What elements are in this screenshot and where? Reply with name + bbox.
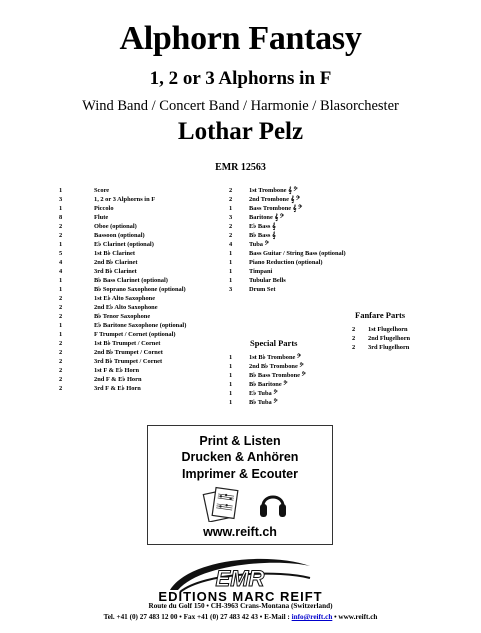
part-row: [59, 240, 186, 249]
part-quantity: 4: [59, 259, 63, 266]
part-quantity: 2: [59, 304, 63, 311]
part-row: [229, 195, 346, 204]
part-name: 2nd F & E♭ Horn: [94, 376, 142, 383]
part-row: [59, 375, 186, 384]
fanfare-parts-heading: Fanfare Parts: [355, 310, 406, 320]
promo-line-imprimer: Imprimer & Ecouter: [181, 467, 298, 481]
part-name: E♭ Bass 𝄞: [249, 223, 276, 230]
part-name: 2nd E♭ Alto Saxophone: [94, 304, 158, 311]
part-name: 1st E♭ Alto Saxophone: [94, 295, 156, 302]
part-name: 1, 2 or 3 Alphorns in F: [94, 196, 156, 203]
part-name: B♭ Tenor Saxophone: [94, 313, 151, 320]
part-row: [352, 334, 410, 343]
sheet-music-icon: [200, 486, 240, 522]
part-name: 3rd F & E♭ Horn: [94, 385, 141, 392]
part-name: 3rd B♭ Trumpet / Cornet: [94, 358, 163, 365]
publisher-address: Route du Golf 150 • CH-3963 Crans-Montana (Switzerland): [148, 602, 333, 610]
fanfare-parts-list: [352, 325, 410, 352]
part-row: [59, 303, 186, 312]
part-name: 3rd Flugelhorn: [368, 344, 410, 351]
special-parts-heading: Special Parts: [250, 338, 298, 348]
promo-url[interactable]: www.reift.ch: [203, 525, 277, 539]
part-row: [229, 276, 346, 285]
part-name: Timpani: [249, 268, 273, 275]
promo-line-drucken: Drucken & Anhören: [181, 450, 299, 464]
part-row: [59, 186, 186, 195]
publisher-contact: [0, 613, 481, 621]
part-name: 1st Flugelhorn: [368, 326, 408, 333]
part-row: [59, 222, 186, 231]
part-name: 1st F & E♭ Horn: [94, 367, 140, 374]
part-name: B♭ Baritone 𝄢: [249, 381, 288, 388]
part-quantity: 2: [59, 349, 63, 356]
part-row: [59, 348, 186, 357]
part-name: E♭ Tuba 𝄢: [249, 390, 278, 397]
promo-line-print-listen: Print & Listen: [199, 434, 281, 448]
part-name: 1st B♭ Trombone 𝄢: [249, 354, 302, 361]
score-title: Alphorn Fantasy: [119, 20, 362, 57]
part-name: Piccolo: [94, 205, 114, 212]
part-row: [59, 312, 186, 321]
part-name: E♭ Clarinet (optional): [94, 241, 154, 248]
part-row: [229, 213, 346, 222]
part-quantity: 4: [229, 241, 233, 248]
part-quantity: 2: [59, 313, 63, 320]
part-quantity: 1: [229, 399, 233, 406]
part-row: [59, 294, 186, 303]
part-quantity: 1: [229, 205, 233, 212]
parts-list-left: [59, 186, 186, 393]
part-row: [59, 339, 186, 348]
part-quantity: 1: [229, 250, 233, 257]
publisher-name: EDITIONS MARC REIFT: [158, 589, 323, 604]
catalog-number: EMR 12563: [215, 162, 266, 173]
part-name: Piano Reduction (optional): [249, 259, 323, 266]
part-row: [229, 398, 306, 407]
part-quantity: 2: [59, 385, 63, 392]
part-row: [59, 321, 186, 330]
part-row: [229, 362, 306, 371]
contact-email-link[interactable]: info@reift.ch: [291, 613, 333, 621]
part-quantity: 1: [59, 277, 63, 284]
composer-name: Lothar Pelz: [177, 118, 304, 145]
part-name: 1st B♭ Clarinet: [94, 250, 135, 257]
part-name: 2nd B♭ Clarinet: [94, 259, 138, 266]
headphones-icon: [258, 488, 288, 520]
special-parts-list: [229, 353, 306, 407]
part-row: [59, 204, 186, 213]
part-name: Flute: [94, 214, 109, 221]
part-quantity: 2: [229, 223, 233, 230]
part-name: B♭ Soprano Saxophone (optional): [94, 286, 186, 293]
part-quantity: 2: [59, 367, 63, 374]
part-name: Baritone 𝄞 𝄢: [249, 214, 284, 221]
part-quantity: 2: [59, 340, 63, 347]
part-quantity: 1: [59, 331, 63, 338]
part-row: [59, 330, 186, 339]
part-quantity: 2: [229, 196, 233, 203]
part-quantity: 1: [59, 286, 63, 293]
part-quantity: 1: [229, 259, 233, 266]
part-name: B♭ Tuba 𝄢: [249, 399, 278, 406]
print-listen-box[interactable]: [147, 425, 333, 545]
part-row: [352, 343, 410, 352]
logo-letters: EMR: [215, 566, 265, 591]
part-quantity: 1: [229, 390, 233, 397]
part-row: [229, 249, 346, 258]
part-row: [59, 384, 186, 393]
part-name: E♭ Baritone Saxophone (optional): [94, 322, 187, 329]
part-row: [59, 213, 186, 222]
part-row: [59, 366, 186, 375]
part-quantity: 2: [59, 358, 63, 365]
part-row: [229, 371, 306, 380]
part-row: [59, 231, 186, 240]
part-name: B♭ Bass 𝄞: [249, 232, 276, 239]
part-row: [229, 186, 346, 195]
contact-website: • www.reift.ch: [332, 613, 378, 621]
part-row: [229, 240, 346, 249]
part-quantity: 1: [59, 187, 63, 194]
part-quantity: 3: [229, 286, 233, 293]
part-name: 2nd B♭ Trumpet / Cornet: [94, 349, 163, 356]
part-name: Tubular Bells: [249, 277, 286, 284]
part-quantity: 2: [59, 376, 63, 383]
part-quantity: 1: [59, 322, 63, 329]
part-row: [59, 258, 186, 267]
part-row: [59, 276, 186, 285]
part-quantity: 1: [229, 268, 233, 275]
part-name: 1st B♭ Trumpet / Cornet: [94, 340, 161, 347]
part-name: Score: [94, 187, 110, 194]
part-row: [59, 195, 186, 204]
part-row: [59, 267, 186, 276]
part-row: [229, 231, 346, 240]
part-quantity: 1: [59, 205, 63, 212]
part-name: F Trumpet / Cornet (optional): [94, 331, 176, 338]
part-quantity: 2: [229, 187, 233, 194]
part-row: [59, 285, 186, 294]
parts-list-middle: [229, 186, 346, 294]
part-name: Bass Guitar / String Bass (optional): [249, 250, 346, 257]
part-quantity: 4: [59, 268, 63, 275]
part-quantity: 1: [229, 372, 233, 379]
part-quantity: 2: [59, 295, 63, 302]
part-name: Bass Trombone 𝄞 𝄢: [249, 205, 303, 212]
part-quantity: 2: [229, 232, 233, 239]
part-quantity: 1: [229, 354, 233, 361]
part-name: B♭ Bass Trombone 𝄢: [249, 372, 306, 379]
part-name: Oboe (optional): [94, 223, 137, 230]
part-name: 2nd Trombone 𝄞 𝄢: [249, 196, 301, 203]
part-row: [229, 204, 346, 213]
part-name: Bassoon (optional): [94, 232, 145, 239]
part-row: [229, 258, 346, 267]
contact-phone-fax: Tel. +41 (0) 27 483 12 00 • Fax +41 (0) 27 483 42 43 • E-Mail :: [103, 613, 292, 621]
part-quantity: 2: [352, 344, 356, 351]
part-quantity: 2: [59, 223, 63, 230]
part-quantity: 2: [59, 232, 63, 239]
part-name: 2nd Flugelhorn: [368, 335, 411, 342]
part-quantity: 3: [229, 214, 233, 221]
score-subtitle: 1, 2 or 3 Alphorns in F: [149, 68, 332, 89]
part-row: [229, 267, 346, 276]
part-quantity: 1: [229, 277, 233, 284]
part-name: Tuba 𝄢: [249, 241, 269, 248]
ensemble-list: Wind Band / Concert Band / Harmonie / Blasorchester: [82, 98, 399, 114]
part-name: 2nd B♭ Trombone 𝄢: [249, 363, 304, 370]
part-name: 3rd B♭ Clarinet: [94, 268, 137, 275]
part-name: 1st Trombone 𝄞 𝄢: [249, 187, 298, 194]
part-name: B♭ Bass Clarinet (optional): [94, 277, 168, 284]
part-quantity: 2: [352, 326, 356, 333]
part-row: [352, 325, 410, 334]
part-quantity: 2: [352, 335, 356, 342]
part-row: [229, 389, 306, 398]
part-row: [59, 249, 186, 258]
part-quantity: 1: [229, 363, 233, 370]
part-quantity: 1: [59, 241, 63, 248]
part-quantity: 5: [59, 250, 63, 257]
part-name: Drum Set: [249, 286, 276, 293]
part-row: [229, 353, 306, 362]
part-row: [59, 357, 186, 366]
part-quantity: 8: [59, 214, 63, 221]
part-row: [229, 380, 306, 389]
part-quantity: 3: [59, 196, 63, 203]
part-row: [229, 222, 346, 231]
part-row: [229, 285, 346, 294]
part-quantity: 1: [229, 381, 233, 388]
